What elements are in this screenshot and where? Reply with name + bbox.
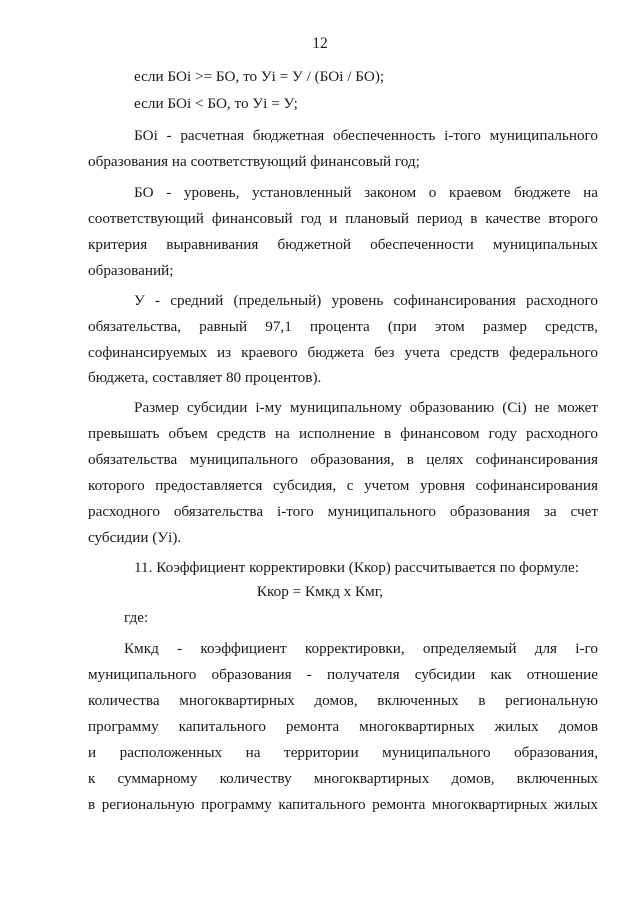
- paragraph-line: в региональную программу капитального ремонта многоквартирных жилых: [88, 796, 598, 813]
- section-heading: 11. Коэффициент корректировки (Ккор) рассчитывается по формуле:: [134, 559, 579, 576]
- paragraph-line: и расположенных на территории муниципального образования,: [88, 744, 598, 761]
- paragraph-line: образований;: [88, 262, 174, 279]
- paragraph-line: программу капитального ремонта многоквартирных жилых домов: [88, 718, 598, 735]
- paragraph-line: бюджета, составляет 80 процентов).: [88, 369, 322, 386]
- paragraph-line: расходного обязательства i-того муниципального образования за счет: [88, 503, 598, 520]
- paragraph-line: БОi - расчетная бюджетная обеспеченность i-того муниципального: [134, 127, 598, 144]
- paragraph-line: образования на соответствующий финансовый год;: [88, 153, 420, 170]
- paragraph-line: количества многоквартирных домов, включенных в региональную: [88, 692, 598, 709]
- formula-kkor: Ккор = Кмкд х Кмг,: [256, 583, 384, 600]
- formula-line-2: если БОi < БО, то Уi = У;: [134, 95, 298, 112]
- paragraph-line: обязательства муниципального образования, в целях софинансирования: [88, 451, 598, 468]
- paragraph-line: к суммарному количеству многоквартирных домов, включенных: [88, 770, 598, 787]
- paragraph-line: обязательства, равный 97,1 процента (при этом размер средств,: [88, 318, 598, 335]
- paragraph-line: превышать объем средств на исполнение в финансовом году расходного: [88, 425, 598, 442]
- paragraph-line: субсидии (Уi).: [88, 529, 182, 546]
- paragraph-line: БО - уровень, установленный законом о краевом бюджете на: [134, 184, 598, 201]
- paragraph-line: Размер субсидии i-му муниципальному образованию (Ci) не может: [134, 399, 598, 416]
- paragraph-line: муниципального образования - получателя субсидии как отношение: [88, 666, 598, 683]
- paragraph-line: критерия выравнивания бюджетной обеспеченности муниципальных: [88, 236, 598, 253]
- paragraph-line: которого предоставляется субсидия, с учетом уровня софинансирования: [88, 477, 598, 494]
- where-label: где:: [124, 609, 149, 626]
- paragraph-line: Кмкд - коэффициент корректировки, определяемый для i-го: [124, 640, 598, 657]
- page-number: 12: [312, 35, 328, 52]
- paragraph-line: софинансируемых из краевого бюджета без учета средств федерального: [88, 344, 598, 361]
- paragraph-line: У - средний (предельный) уровень софинансирования расходного: [134, 292, 598, 309]
- paragraph-line: соответствующий финансовый год и плановый период в качестве второго: [88, 210, 598, 227]
- formula-line-1: если БОi >= БО, то Уi = У / (БОi / БО);: [134, 68, 385, 85]
